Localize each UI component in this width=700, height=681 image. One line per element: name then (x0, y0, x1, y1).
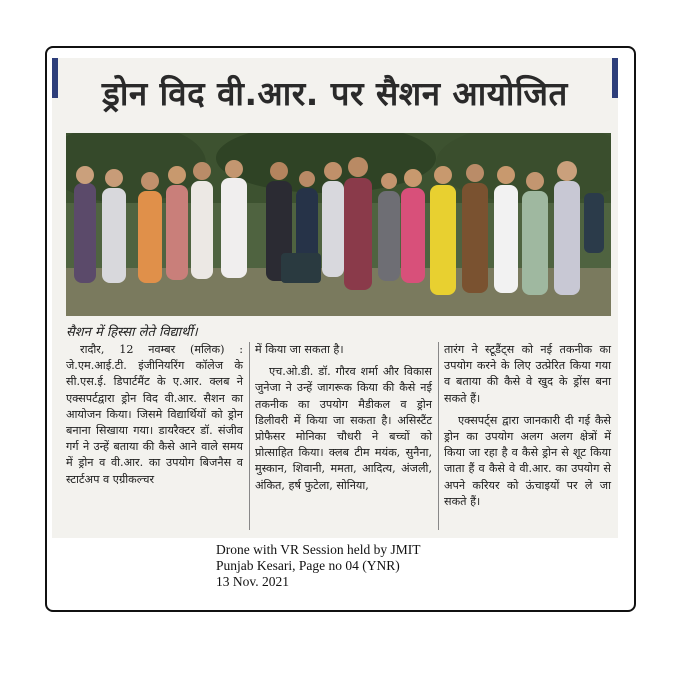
paragraph: तारंग ने स्टूडैंट्स को नई तकनीक का उपयोग करने के लिए उत्प्रेरित किया गया व बताया की कैसे वे खुद के ड्रोंस बना सकते हैं। (444, 343, 611, 405)
paragraph: में किया जा सकता है। (255, 343, 344, 356)
credit-date: 13 Nov. 2021 (216, 574, 289, 589)
credit-publication: Punjab Kesari, Page no 04 (YNR) (216, 558, 400, 573)
newspaper-clipping (52, 58, 618, 538)
headline: ड्रोन विद वी.आर. पर सैशन आयोजित (102, 74, 568, 113)
article-body (66, 342, 611, 532)
article-column-1 (66, 342, 243, 488)
group-photo (66, 133, 611, 316)
credit-title: Drone with VR Session held by JMIT (216, 542, 421, 557)
paragraph: रादौर, 12 नवम्बर (मलिक) : जे.एम.आई.टी. इंजीनियरिंग कॉलेज के सी.एस.ई. डिपार्टमैंट के ए.आर. क्लब ने एक्सपर्टद्वारा ड्रोन विद वी.आर. सैशन का आयोजन किया। जिसमे विद्यार्थियों को ड्रोन बनाना सिखाया गया। डायरैक्टर डॉ. संजीव गर्ग ने उन्हें बताया की कैसे आने वाले समय में ड्रोन व वी.आर. का उपयोग बिजनैस व स्टार्टअप व एग्रीकल्चर (66, 343, 243, 486)
paragraph: एक्सपर्ट्स द्वारा जानकारी दी गई कैसे ड्रोन का उपयोग अलग अलग क्षेत्रों में किया जा रहा है व कैसे ड्रोन से शूट किया जाता हैं व कैसे वे वी.आर. का उपयोग से अपने करियर को ऊंचाइयों पर ले जा सकते हैं। (444, 413, 611, 508)
photo-caption: सैशन में हिस्सा लेते विद्यार्थी। (66, 325, 198, 340)
article-column-3 (444, 342, 611, 510)
paragraph: एच.ओ.डी. डॉ. गौरव शर्मा और विकास जुनेजा ने उन्हें जागरूक किया की कैसे नई तकनीक का उपयोग मैडीकल व ड्रोन डिलीवरी में किया जा सकता है। असिस्टैंट प्रोफैसर मोनिका चौधरी ने बच्चों को प्रोत्साहित किया। क्लब टीम मयंक, सुनैना, मुस्कान, शिवानी, ममता, आदित्य, अंजली, अंकित, हर्ष फुटेला, सोनिया, (255, 365, 432, 492)
article-column-2 (255, 342, 432, 494)
group-photo-illustration (66, 133, 611, 316)
column-divider (438, 342, 439, 530)
column-divider (249, 342, 250, 530)
source-credit (216, 542, 421, 590)
